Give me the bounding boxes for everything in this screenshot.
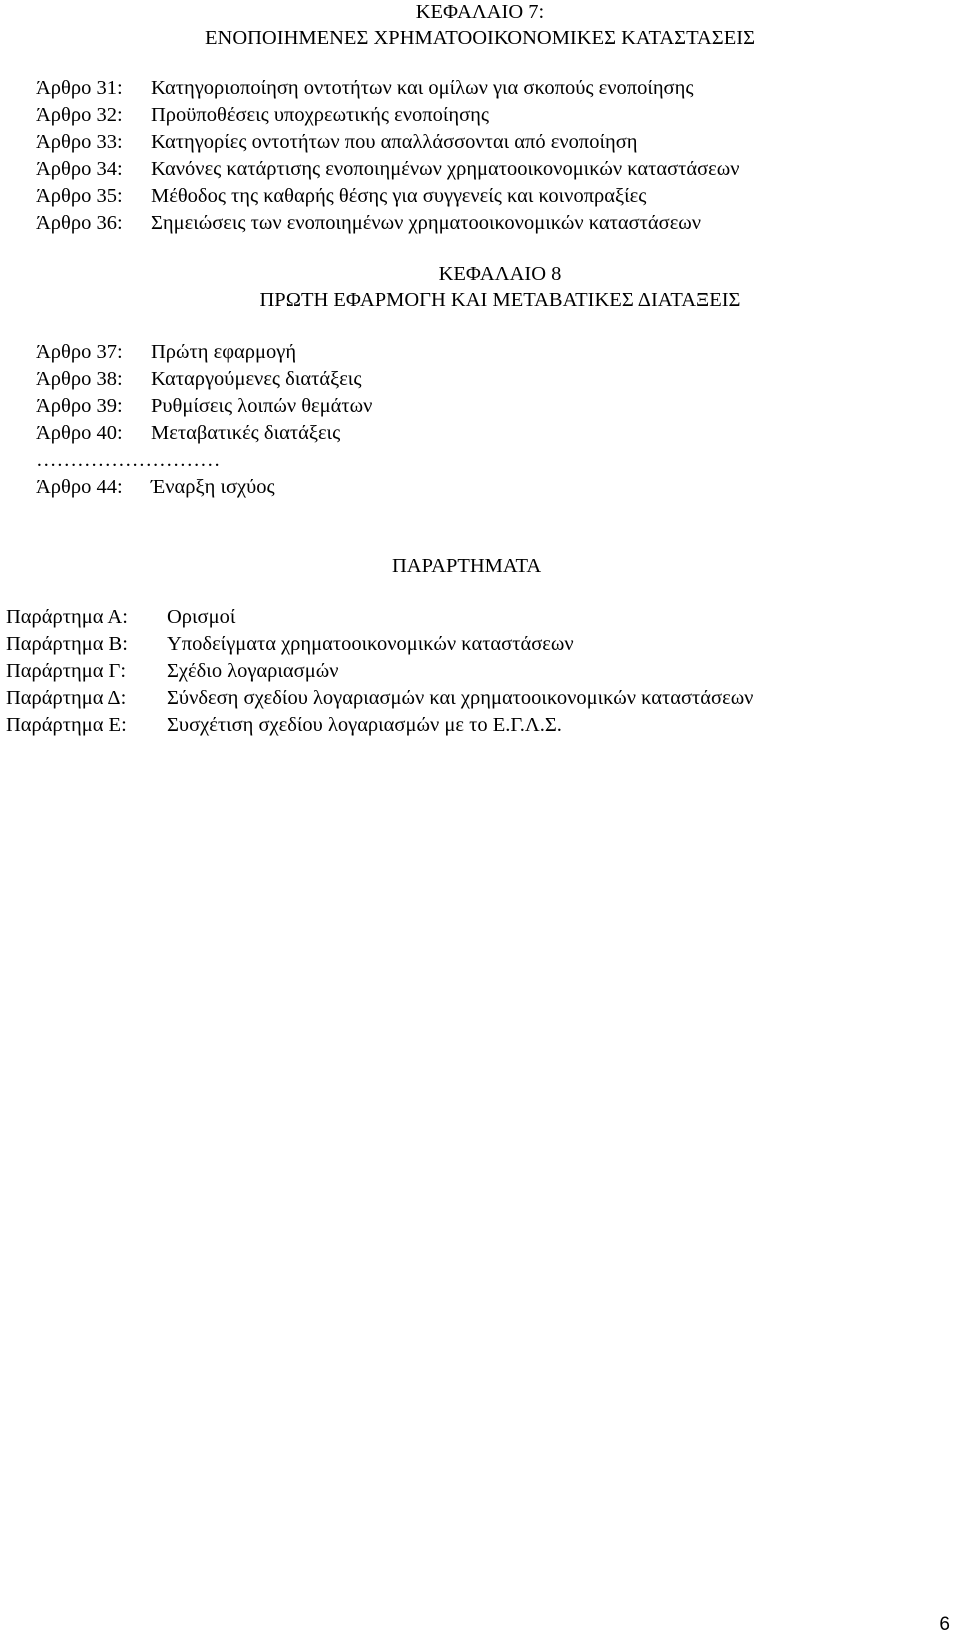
- article-title: Σημειώσεις των ενοποιημένων χρηματοοικονομικών καταστάσεων: [151, 212, 702, 234]
- appendix-label: Παράρτημα Ε:: [6, 714, 127, 736]
- appendix-label: Παράρτημα Α:: [6, 606, 128, 628]
- article-label: Άρθρο 38:: [36, 368, 123, 390]
- article-label: Άρθρο 36:: [36, 212, 123, 234]
- appendix-label: Παράρτημα Β:: [6, 633, 128, 655]
- article-title: Προϋποθέσεις υποχρεωτικής ενοποίησης: [151, 104, 489, 126]
- article-label: Άρθρο 40:: [36, 422, 123, 444]
- article-title: Καταργούμενες διατάξεις: [151, 368, 362, 390]
- chapter7-title: ΚΕΦΑΛΑΙΟ 7:: [415, 1, 545, 23]
- article-label: Άρθρο 32:: [36, 104, 123, 126]
- appendix-label: Παράρτημα Γ:: [6, 660, 127, 682]
- chapter7-subtitle: ΕΝΟΠΟΙΗΜΕΝΕΣ ΧΡΗΜΑΤΟΟΙΚΟΝΟΜΙΚΕΣ ΚΑΤΑΣΤΑΣΕΙΣ: [205, 27, 755, 49]
- article-label: Άρθρο 37:: [36, 341, 123, 363]
- article-label: Άρθρο 39:: [36, 395, 123, 417]
- article-title: Κανόνες κατάρτισης ενοποιημένων χρηματοοικονομικών καταστάσεων: [151, 158, 740, 180]
- article-title: Πρώτη εφαρμογή: [151, 341, 297, 363]
- appendix-title: Συσχέτιση σχεδίου λογαριασμών με το Ε.Γ.Λ.Σ.: [167, 714, 562, 736]
- article-label: Άρθρο 34:: [36, 158, 123, 180]
- chapter8-title: ΚΕΦΑΛΑΙΟ 8: [438, 263, 562, 285]
- appendix-title: Σχέδιο λογαριασμών: [167, 660, 339, 682]
- article-title: Μέθοδος της καθαρής θέσης για συγγενείς και κοινοπραξίες: [151, 185, 647, 207]
- article-title: Μεταβατικές διατάξεις: [151, 422, 341, 444]
- article-label: Άρθρο 44:: [36, 476, 123, 498]
- chapter8-subtitle: ΠΡΩΤΗ ΕΦΑΡΜΟΓΗ ΚΑΙ ΜΕΤΑΒΑΤΙΚΕΣ ΔΙΑΤΑΞΕΙΣ: [259, 289, 741, 311]
- page-number: 6: [939, 1614, 950, 1635]
- article-title: Κατηγοριοποίηση οντοτήτων και ομίλων για σκοπούς ενοποίησης: [151, 77, 694, 99]
- article-label: Άρθρο 33:: [36, 131, 123, 153]
- appendix-title: Υποδείγματα χρηματοοικονομικών καταστάσεων: [167, 633, 574, 655]
- article-title: Ρυθμίσεις λοιπών θεμάτων: [151, 395, 373, 417]
- article-title: Κατηγορίες οντοτήτων που απαλλάσσονται από ενοποίηση: [151, 131, 638, 153]
- article-title: Έναρξη ισχύος: [151, 476, 275, 498]
- appendices-title: ΠΑΡΑΡΤΗΜΑΤΑ: [392, 555, 542, 577]
- appendix-title: Σύνδεση σχεδίου λογαριασμών και χρηματοοικονομικών καταστάσεων: [167, 687, 754, 709]
- appendix-label: Παράρτημα Δ:: [6, 687, 127, 709]
- omitted-articles-ellipsis: ………………………: [36, 449, 221, 471]
- article-label: Άρθρο 31:: [36, 77, 123, 99]
- appendix-title: Ορισμοί: [167, 606, 236, 628]
- article-label: Άρθρο 35:: [36, 185, 123, 207]
